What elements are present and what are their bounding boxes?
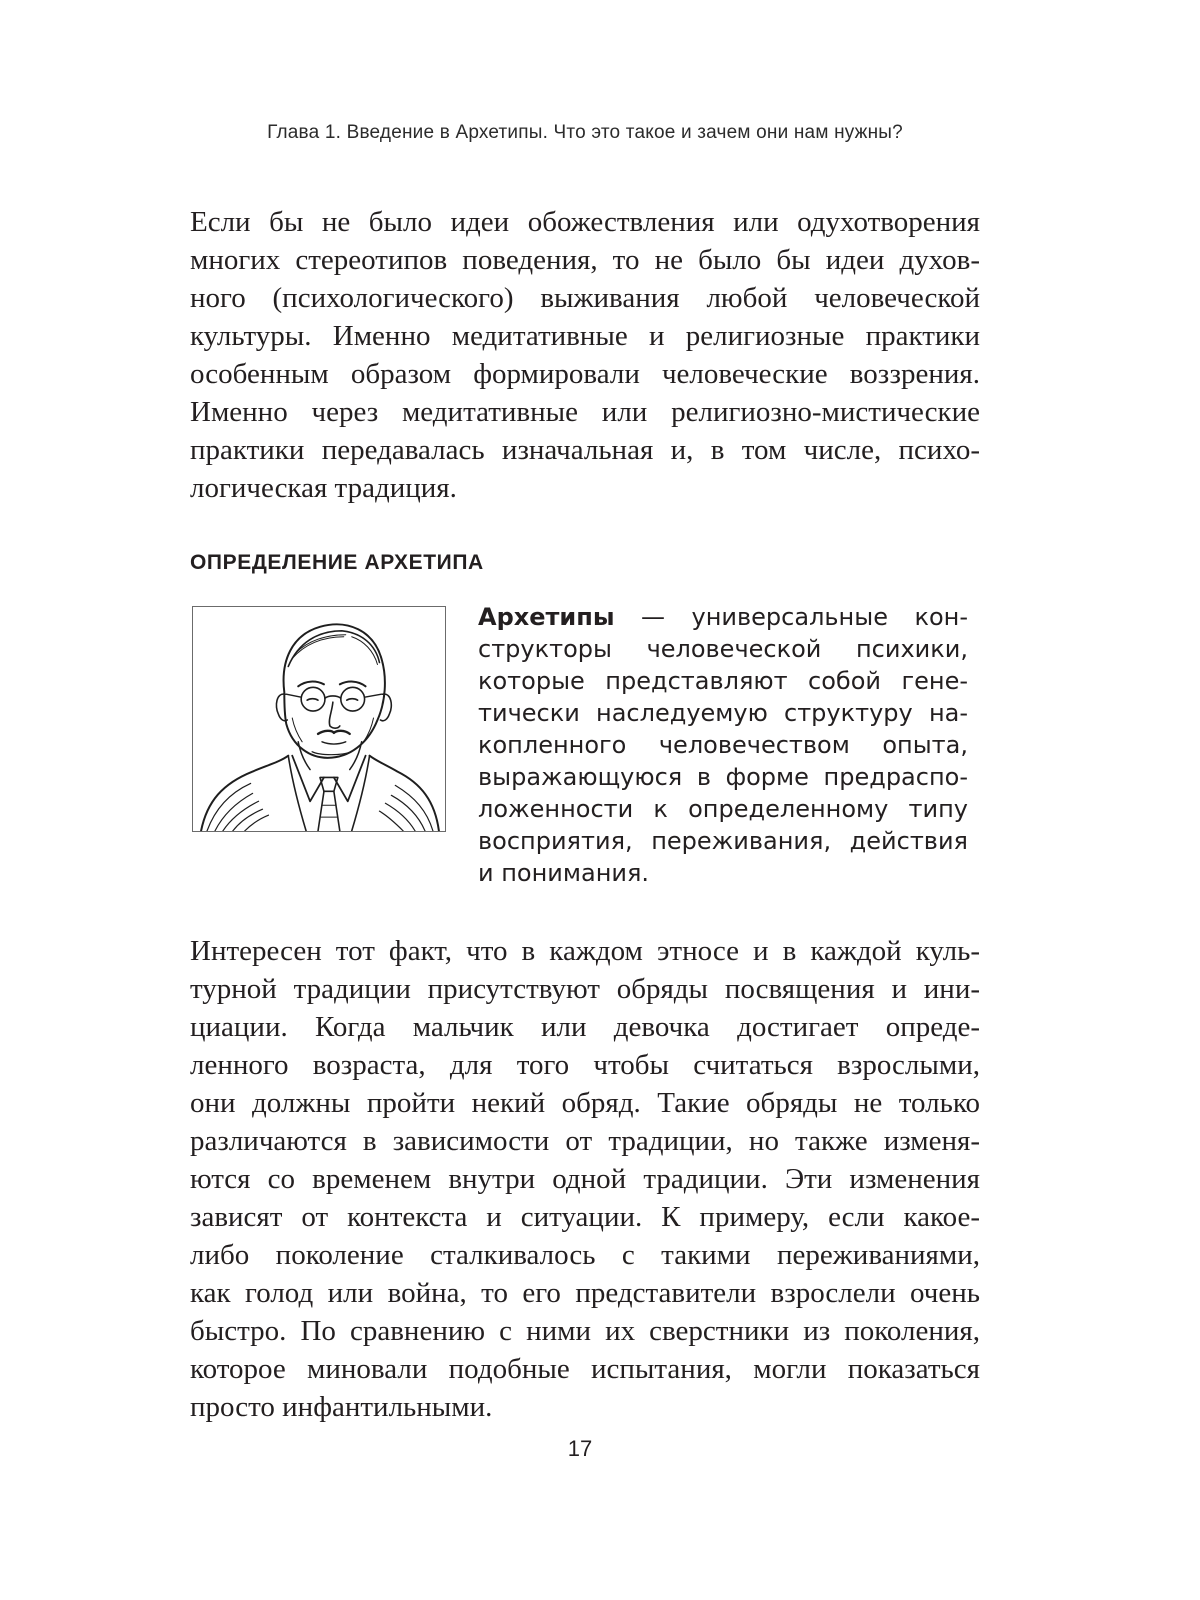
text-line: Интересен тот факт, что в каждом этносе и в каждой куль-: [190, 935, 980, 967]
text-line: логическая традиция.: [190, 472, 457, 504]
text-line: которое миновали подобные испытания, могли показаться: [190, 1353, 980, 1385]
text-line: ного (психологического) выживания любой человеческой: [190, 282, 980, 314]
paragraph-intro: [190, 203, 980, 507]
page-number: 17: [567, 1436, 593, 1461]
portrait-illustration: [192, 606, 446, 832]
text-line: ются со временем внутри одной традиции. Эти изменения: [190, 1163, 980, 1195]
portrait-sketch-icon: [193, 607, 445, 831]
text-line: структоры человеческой психики,: [478, 635, 968, 663]
text-line: они должны пройти некий обряд. Такие обряды не только: [190, 1087, 980, 1119]
text-line: восприятия, переживания, действия: [478, 827, 968, 855]
text-line: турной традиции присутствуют обряды посвящения и ини-: [190, 973, 980, 1005]
text-line: которые представляют собой гене-: [478, 667, 968, 695]
section-heading: ОПРЕДЕЛЕНИЕ АРХЕТИПА: [190, 551, 484, 574]
text-line: особенным образом формировали человеческие воззрения.: [190, 358, 980, 390]
text-line: просто инфантильными.: [190, 1391, 493, 1423]
text-line: и понимания.: [478, 859, 650, 887]
text-line: быстро. По сравнению с ними их сверстники из поколения,: [190, 1315, 980, 1347]
text-line: циации. Когда мальчик или девочка достигает опреде-: [190, 1011, 980, 1043]
text-line: Если бы не было идеи обожествления или одухотворения: [190, 206, 980, 238]
text-line: различаются в зависимости от традиции, но также изменя-: [190, 1125, 980, 1157]
text-line: либо поколение сталкивалось с такими переживаниями,: [190, 1239, 980, 1271]
text-line: практики передавалась изначальная и, в том числе, психо-: [190, 434, 980, 466]
text-line: как голод или война, то его представители взрослели очень: [190, 1277, 980, 1309]
text-line: многих стереотипов поведения, то не было бы идеи духов-: [190, 244, 980, 276]
text-line: Именно через медитативные или религиозно-мистические: [190, 396, 980, 428]
definition-text: — универсальные кон-: [614, 603, 968, 631]
paragraph-initiation: [190, 932, 980, 1426]
definition-term: Архетипы: [478, 603, 615, 631]
text-line: зависят от контекста и ситуации. К примеру, если какое-: [190, 1201, 980, 1233]
text-line: выражающуюся в форме предраспо-: [478, 763, 968, 791]
running-header: Глава 1. Введение в Архетипы. Что это такое и зачем они нам нужны?: [267, 122, 903, 143]
text-line: культуры. Именно медитативные и религиозные практики: [190, 320, 980, 352]
text-line: ленного возраста, для того чтобы считаться взрослыми,: [190, 1049, 980, 1081]
text-line: тически наследуемую структуру на-: [478, 699, 968, 727]
definition-first-line: [478, 601, 968, 633]
definition-block: [478, 601, 968, 889]
text-line: копленного человечеством опыта,: [478, 731, 968, 759]
text-line: ложенности к определенному типу: [478, 795, 968, 823]
